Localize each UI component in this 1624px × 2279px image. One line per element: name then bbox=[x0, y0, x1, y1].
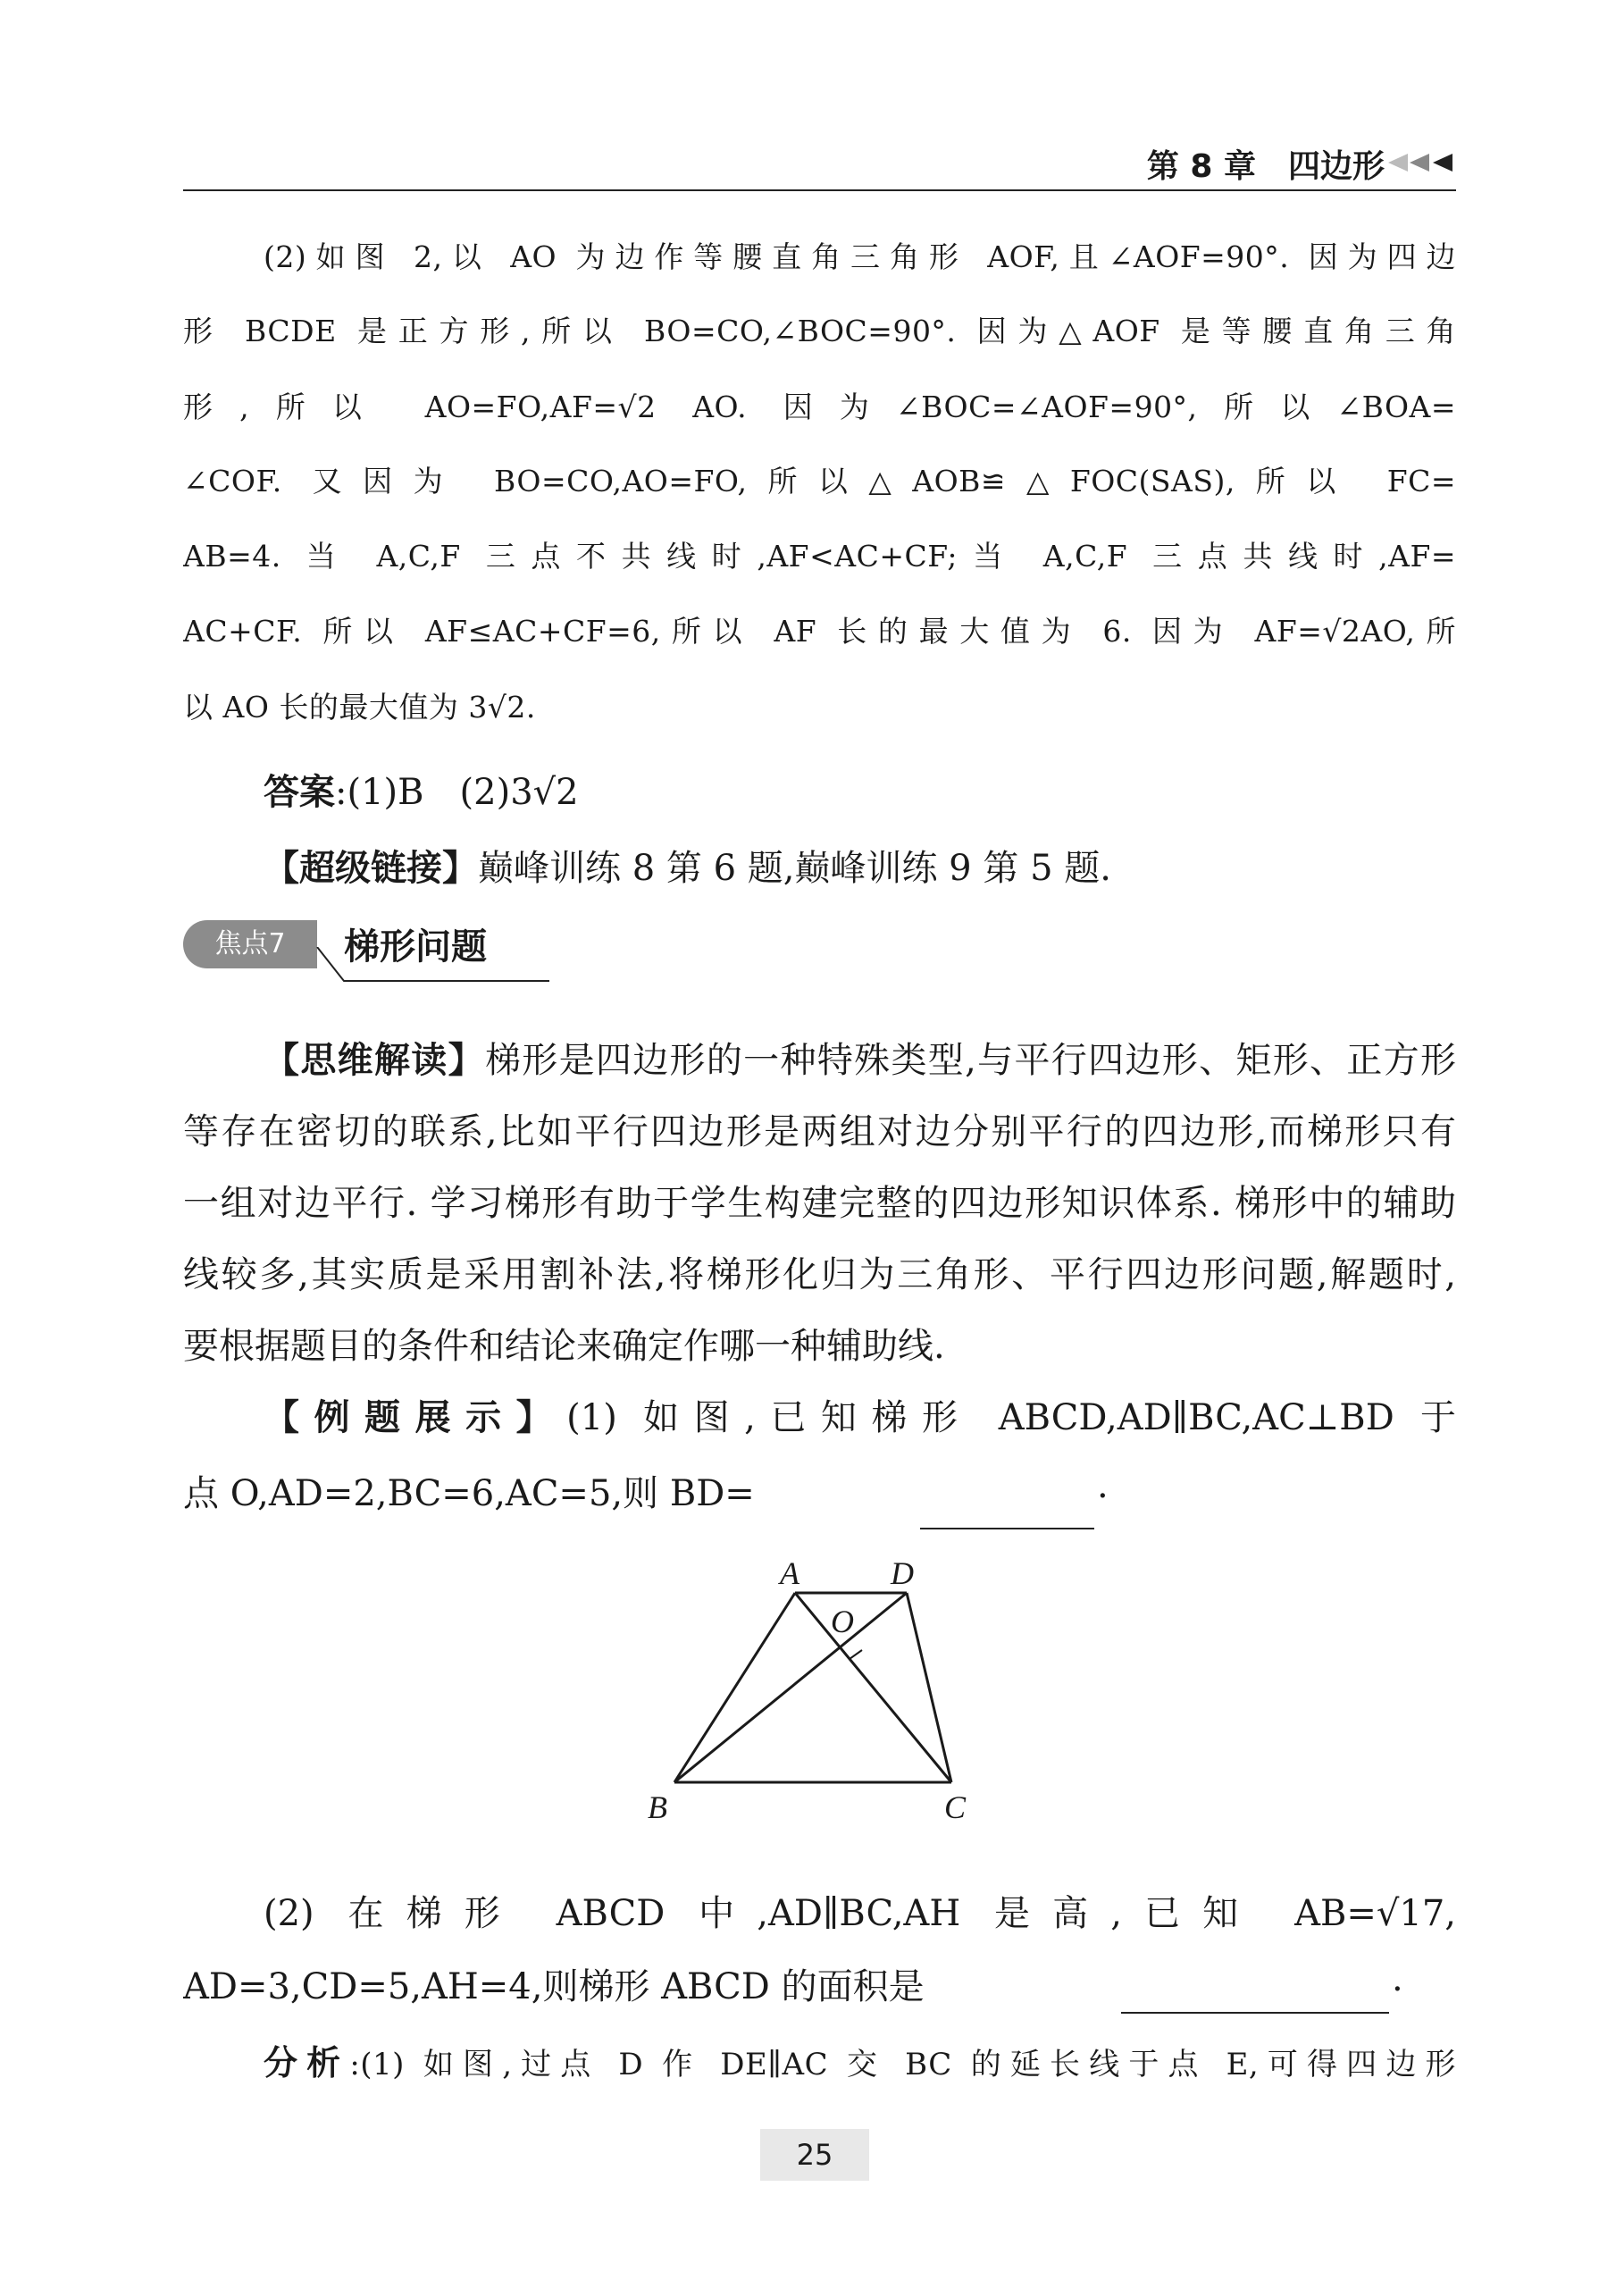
analysis-label: 分析 bbox=[264, 2043, 350, 2082]
thinking-line-3: 一组对边平行. 学习梯形有助于学生构建完整的四边形知识体系. 梯形中的辅助 bbox=[183, 1183, 1456, 1224]
label-o: O bbox=[831, 1604, 854, 1639]
super-link-label: 【超级链接】 bbox=[264, 848, 478, 889]
thinking-line-4: 线较多,其实质是采用割补法,将梯形化归为三角形、平行四边形问题,解题时, bbox=[183, 1254, 1456, 1295]
example-label: 【例题展示】 bbox=[264, 1397, 567, 1438]
focus-underline-decoration bbox=[183, 947, 549, 983]
super-link-line bbox=[264, 840, 1456, 891]
solution-line-3: 形,所以 AO=FO,AF=√2 AO. 因为∠BOC=∠AOF=90°,所以∠BOA= bbox=[183, 390, 1456, 424]
label-c: C bbox=[944, 1789, 967, 1822]
example-q1-text-2: 点 O,AD=2,BC=6,AC=5,则 BD= bbox=[183, 1473, 755, 1514]
page-header bbox=[183, 136, 1456, 191]
answer-line bbox=[264, 764, 1456, 815]
solution-line-4: ∠COF. 又因为 BO=CO,AO=FO,所以△AOB≌△FOC(SAS),所以 FC= bbox=[183, 464, 1456, 499]
chapter-title: 第 8 章 四边形 bbox=[1146, 148, 1385, 185]
solution-line-2: 形 BCDE 是正方形,所以 BO=CO,∠BOC=90°. 因为△AOF 是等腰直角三角 bbox=[183, 314, 1456, 348]
example-q2-end: . bbox=[1392, 1958, 1403, 1999]
thinking-line-5: 要根据题目的条件和结论来确定作哪一种辅助线. bbox=[183, 1326, 945, 1367]
example-q1-line-1 bbox=[264, 1389, 1456, 1440]
example-q1-line-2 bbox=[183, 1465, 1456, 1516]
answer-blank-1 bbox=[920, 1528, 1094, 1529]
focus-badge: 焦点7 bbox=[183, 920, 317, 968]
trapezoid-figure bbox=[648, 1559, 1005, 1822]
answer-blank-2 bbox=[1121, 2012, 1389, 2014]
solution-line-1: (2)如图 2,以 AO 为边作等腰直角三角形 AOF,且∠AOF=90°. 因为四边 bbox=[264, 239, 1456, 274]
super-link-text: 巅峰训练 8 第 6 题,巅峰训练 9 第 5 题. bbox=[478, 848, 1111, 889]
thinking-line-1 bbox=[264, 1032, 1456, 1083]
thinking-text-1: 梯形是四边形的一种特殊类型,与平行四边形、矩形、正方形 bbox=[484, 1040, 1456, 1081]
solution-line-5: AB=4. 当 A,C,F 三点不共线时,AF<AC+CF;当 A,C,F 三点共线时,AF= bbox=[183, 539, 1456, 574]
thinking-line-2: 等存在密切的联系,比如平行四边形是两组对边分别平行的四边形,而梯形只有 bbox=[183, 1111, 1456, 1152]
answer-text: :(1)B (2)3√2 bbox=[335, 772, 579, 813]
solution-line-6: AC+CF. 所以 AF≤AC+CF=6,所以 AF 长的最大值为 6. 因为 AF=√2AO,所 bbox=[183, 614, 1456, 649]
thinking-label: 【思维解读】 bbox=[264, 1040, 485, 1081]
focus-title: 梯形问题 bbox=[344, 926, 487, 968]
example-q2-line-1: (2) 在梯形 ABCD 中,AD∥BC,AH 是高,已知 AB=√17, bbox=[264, 1893, 1456, 1934]
label-a: A bbox=[780, 1559, 799, 1591]
answer-label: 答案 bbox=[264, 772, 335, 813]
analysis-line bbox=[264, 2035, 1456, 2084]
solution-line-7: 以 AO 长的最大值为 3√2. bbox=[183, 690, 536, 725]
label-d: D bbox=[891, 1559, 914, 1591]
example-q1-end: . bbox=[1097, 1465, 1109, 1506]
analysis-text: :(1) 如图,过点 D 作 DE∥AC 交 BC 的延长线于点 E,可得四边形 bbox=[349, 2047, 1456, 2082]
example-q1-text-1: (1) 如图,已知梯形 ABCD,AD∥BC,AC⊥BD 于 bbox=[566, 1397, 1456, 1438]
page-number: 25 bbox=[760, 2129, 869, 2181]
label-b: B bbox=[648, 1789, 667, 1822]
example-q2-line-2: AD=3,CD=5,AH=4,则梯形 ABCD 的面积是 bbox=[183, 1966, 925, 2007]
triple-left-arrow-icon bbox=[1385, 152, 1456, 173]
